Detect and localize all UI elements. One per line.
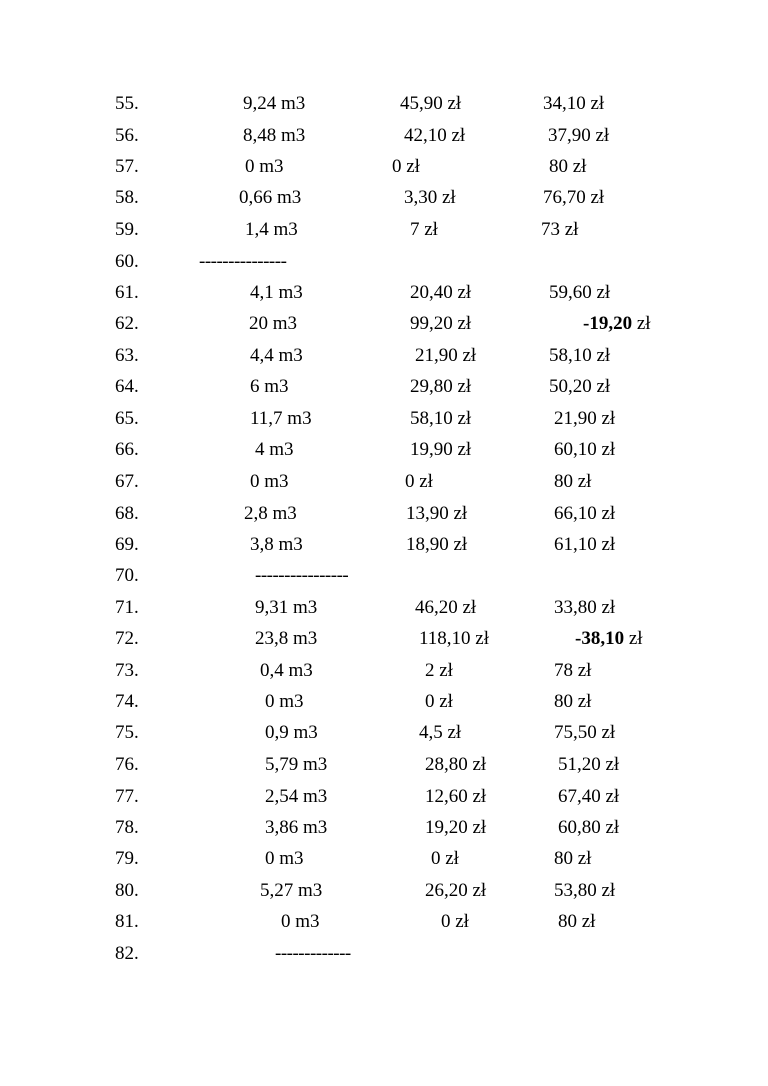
row-number: 64. [115, 376, 139, 397]
volume-cell: 9,24 m3 [243, 93, 306, 114]
negative-balance: -38,10 [575, 628, 625, 649]
amount-cell: 0 zł [425, 691, 453, 712]
amount-cell: 2 zł [425, 660, 453, 681]
rest-cell [575, 627, 643, 651]
rest-cell: 75,50 zł [554, 722, 616, 743]
amount-cell: 19,20 zł [425, 817, 487, 838]
list-row [0, 721, 768, 745]
amount-cell: 18,90 zł [406, 534, 468, 555]
row-number: 75. [115, 722, 139, 743]
list-row [0, 281, 768, 305]
rest-cell: 73 zł [541, 219, 579, 240]
dash-separator: ------------- [275, 943, 351, 964]
list-row [0, 533, 768, 557]
rest-cell: 80 zł [554, 848, 592, 869]
volume-cell: 0,9 m3 [265, 722, 318, 743]
rest-cell: 21,90 zł [554, 408, 616, 429]
list-row [0, 407, 768, 431]
list-row [0, 596, 768, 620]
volume-cell: 6 m3 [250, 376, 289, 397]
row-number: 71. [115, 597, 139, 618]
volume-cell: 0 m3 [250, 471, 289, 492]
volume-cell: 20 m3 [249, 313, 298, 334]
volume-cell: 0 m3 [265, 691, 304, 712]
row-number: 81. [115, 911, 139, 932]
list-row [0, 753, 768, 777]
amount-cell: 20,40 zł [410, 282, 472, 303]
volume-cell: 9,31 m3 [255, 597, 318, 618]
volume-cell: 0,4 m3 [260, 660, 313, 681]
amount-cell: 3,30 zł [404, 187, 456, 208]
row-number: 70. [115, 565, 139, 586]
amount-cell: 99,20 zł [410, 313, 472, 334]
amount-cell: 118,10 zł [419, 628, 490, 649]
amount-cell: 26,20 zł [425, 880, 487, 901]
separator-row [0, 250, 768, 274]
list-row [0, 375, 768, 399]
rest-cell: 80 zł [558, 911, 596, 932]
dash-separator: --------------- [199, 251, 287, 272]
volume-cell: 23,8 m3 [255, 628, 318, 649]
amount-cell: 46,20 zł [415, 597, 477, 618]
volume-cell: 8,48 m3 [243, 125, 306, 146]
row-number: 74. [115, 691, 139, 712]
list-row [0, 785, 768, 809]
row-number: 73. [115, 660, 139, 681]
row-number: 58. [115, 187, 139, 208]
row-number: 60. [115, 251, 139, 272]
volume-cell: 1,4 m3 [245, 219, 298, 240]
volume-cell: 5,79 m3 [265, 754, 328, 775]
rest-cell: 80 zł [554, 691, 592, 712]
volume-cell: 0,66 m3 [239, 187, 302, 208]
row-number: 59. [115, 219, 139, 240]
list-row [0, 155, 768, 179]
rest-cell: 66,10 zł [554, 503, 616, 524]
rest-cell: 67,40 zł [558, 786, 620, 807]
row-number: 76. [115, 754, 139, 775]
row-number: 65. [115, 408, 139, 429]
list-row [0, 438, 768, 462]
rest-cell: 60,80 zł [558, 817, 620, 838]
volume-cell: 4,1 m3 [250, 282, 303, 303]
volume-cell: 0 m3 [265, 848, 304, 869]
row-number: 67. [115, 471, 139, 492]
volume-cell: 0 m3 [281, 911, 320, 932]
list-row [0, 124, 768, 148]
rest-cell: 80 zł [549, 156, 587, 177]
separator-row [0, 942, 768, 966]
list-row [0, 92, 768, 116]
list-row [0, 659, 768, 683]
list-row [0, 502, 768, 526]
row-number: 82. [115, 943, 139, 964]
amount-cell: 21,90 zł [415, 345, 477, 366]
separator-row [0, 564, 768, 588]
rest-cell: 53,80 zł [554, 880, 616, 901]
rest-cell: 61,10 zł [554, 534, 616, 555]
currency-unit: zł [632, 313, 651, 334]
rest-cell: 76,70 zł [543, 187, 605, 208]
list-row [0, 312, 768, 336]
list-row [0, 344, 768, 368]
rest-cell: 50,20 zł [549, 376, 611, 397]
volume-cell: 3,8 m3 [250, 534, 303, 555]
row-number: 61. [115, 282, 139, 303]
amount-cell: 0 zł [441, 911, 469, 932]
currency-unit: zł [624, 628, 643, 649]
amount-cell: 13,90 zł [406, 503, 468, 524]
amount-cell: 45,90 zł [400, 93, 462, 114]
rest-cell: 59,60 zł [549, 282, 611, 303]
row-number: 66. [115, 439, 139, 460]
rest-cell [583, 312, 651, 336]
list-row [0, 470, 768, 494]
volume-cell: 0 m3 [245, 156, 284, 177]
rest-cell: 33,80 zł [554, 597, 616, 618]
volume-cell: 4 m3 [255, 439, 294, 460]
amount-cell: 28,80 zł [425, 754, 487, 775]
volume-cell: 2,8 m3 [244, 503, 297, 524]
row-number: 77. [115, 786, 139, 807]
list-row [0, 847, 768, 871]
amount-cell: 58,10 zł [410, 408, 472, 429]
amount-cell: 42,10 zł [404, 125, 466, 146]
rest-cell: 60,10 zł [554, 439, 616, 460]
list-row [0, 879, 768, 903]
row-number: 63. [115, 345, 139, 366]
row-number: 72. [115, 628, 139, 649]
dash-separator: ---------------- [255, 565, 349, 586]
amount-cell: 4,5 zł [419, 722, 462, 743]
row-number: 69. [115, 534, 139, 555]
volume-cell: 4,4 m3 [250, 345, 303, 366]
amount-cell: 7 zł [410, 219, 438, 240]
volume-cell: 5,27 m3 [260, 880, 323, 901]
amount-cell: 29,80 zł [410, 376, 472, 397]
row-number: 80. [115, 880, 139, 901]
row-number: 57. [115, 156, 139, 177]
row-number: 56. [115, 125, 139, 146]
list-row [0, 627, 768, 651]
amount-cell: 0 zł [405, 471, 433, 492]
volume-cell: 11,7 m3 [250, 408, 312, 429]
row-number: 68. [115, 503, 139, 524]
rest-cell: 58,10 zł [549, 345, 611, 366]
rest-cell: 78 zł [554, 660, 592, 681]
row-number: 62. [115, 313, 139, 334]
row-number: 79. [115, 848, 139, 869]
list-row [0, 186, 768, 210]
rest-cell: 34,10 zł [543, 93, 605, 114]
rest-cell: 51,20 zł [558, 754, 620, 775]
rest-cell: 37,90 zł [548, 125, 610, 146]
list-row [0, 816, 768, 840]
list-row [0, 690, 768, 714]
negative-balance: -19,20 [583, 313, 633, 334]
row-number: 55. [115, 93, 139, 114]
amount-cell: 0 zł [431, 848, 459, 869]
list-row [0, 218, 768, 242]
volume-cell: 3,86 m3 [265, 817, 328, 838]
list-row [0, 910, 768, 934]
rest-cell: 80 zł [554, 471, 592, 492]
row-number: 78. [115, 817, 139, 838]
volume-cell: 2,54 m3 [265, 786, 328, 807]
amount-cell: 19,90 zł [410, 439, 472, 460]
amount-cell: 0 zł [392, 156, 420, 177]
amount-cell: 12,60 zł [425, 786, 487, 807]
